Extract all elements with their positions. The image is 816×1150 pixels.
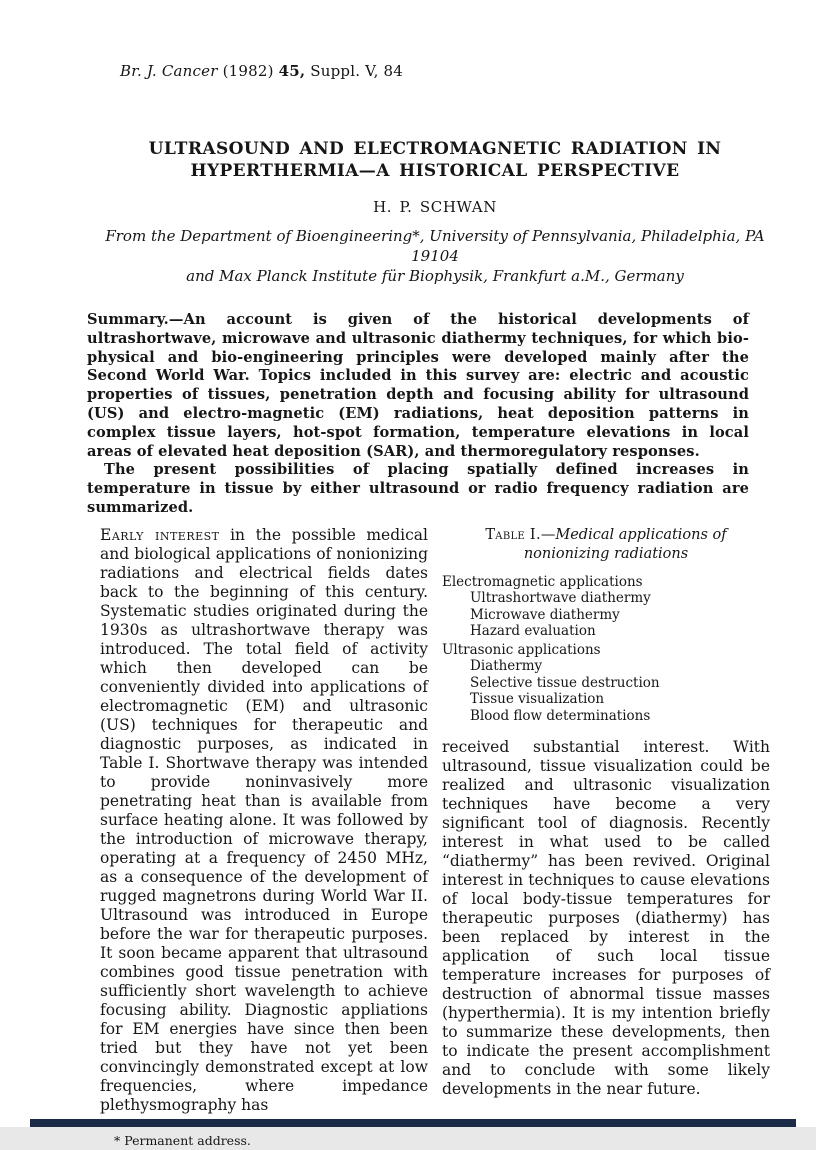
table-item: Ultrashortwave diathermy — [470, 590, 651, 607]
table-1-dash: — — [540, 526, 556, 543]
journal-issue: Suppl. V, 84 — [310, 62, 404, 80]
journal-volume: 45, — [278, 62, 306, 80]
table-1-label: Table I. — [485, 526, 541, 543]
footnote: * Permanent address. — [114, 1132, 251, 1148]
table-group-header: Electromagnetic applications — [442, 573, 643, 590]
table-1-caption — [470, 526, 742, 564]
table-group-electromagnetic — [442, 574, 770, 640]
affiliation-line2: and Max Planck Institute für Biophysik, Frankfurt a.M., Germany — [186, 267, 684, 285]
continuation-paragraph: received substantial interest. With ultrasound, tissue visualization could be realized and ultrasonic visualization techniques have become a very significant tool of diagnosis. Recently interest in what used to be called “diathermy” has been revived. Original interest in techniques to cause elevations of local body-tissue temperatures for therapeutic purposes (diathermy) has been replaced by interest in the application of such local tissue temperature increases for purposes of destruction of abnormal tissue masses (hyperthermia). It is my intention briefly to summarize these developments, then to indicate the present accomplishment and to conclude with some likely developments in the near future. — [442, 738, 770, 1099]
intro-lead-smallcaps: Early interest — [100, 525, 220, 544]
paper-title-line1: ULTRASOUND AND ELECTROMAGNETIC RADIATION IN — [148, 139, 722, 159]
paper-title-line2: HYPERTHERMIA—A HISTORICAL PERSPECTIVE — [190, 161, 680, 181]
table-item: Blood flow determinations — [470, 707, 651, 724]
table-item: Diathermy — [470, 658, 543, 675]
table-1 — [442, 526, 770, 725]
table-item: Hazard evaluation — [470, 623, 596, 640]
table-group-header: Ultrasonic applications — [442, 641, 601, 658]
affiliation — [100, 226, 770, 286]
left-column — [100, 526, 428, 1150]
table-item: Tissue visualization — [470, 691, 605, 708]
right-column — [442, 526, 770, 1150]
table-item: Selective tissue destruction — [470, 674, 660, 691]
two-column-body — [100, 526, 770, 1150]
page-content — [87, 62, 770, 1150]
intro-paragraph — [100, 526, 428, 1115]
summary-section — [87, 311, 749, 518]
table-item: Microwave diathermy — [470, 606, 620, 623]
table-group-ultrasonic — [442, 642, 770, 725]
summary-paragraph-1: Summary.—An account is given of the historical developments of ultrashortwave, microwave and ultrasonic diathermy techniques, for which bio-physical and bio-engineering principles were developed mainly after the Second World War. Topics included in this survey are: electric and acoustic properties of tissues, penetration depth and focusing ability for ultrasound (US) and electro-magnetic (EM) radiations, heat deposition patterns in complex tissue layers, hot-spot formation, temperature elevations in local areas of elevated heat deposition (SAR), and thermoregulatory responses. — [87, 311, 749, 460]
table-1-title: Medical applications of nonionizing radiations — [523, 526, 727, 562]
journal-year: (1982) — [222, 62, 274, 80]
table-1-body — [442, 574, 770, 725]
paper-title — [100, 138, 770, 182]
journal-name: Br. J. Cancer — [120, 62, 218, 80]
intro-paragraph-text: in the possible medical and biological applications of nonionizing radiations and electrical fields dates back to the beginning of this century. Systematic studies originated during the 1930s as ultrashortwave therapy was introduced. The total field of activity which then developed can be conveniently divided into applications of electromagnetic (EM) and ultrasonic (US) techniques for therapeutic and diagnostic purposes, as indicated in Table I. Shortwave therapy was intended to provide noninvasively more penetrating heat than is available from surface heating alone. It was followed by the introduction of microwave therapy, operating at a frequency of 2450 MHz, as a consequence of the development of rugged magnetrons during World War II. Ultrasound was introduced in Europe before the war for therapeutic purposes. It soon became apparent that ultrasound combines good tissue penetration with sufficiently short wavelength to achieve focusing ability. Diagnostic appliations for EM energies have since then been tried but they have not yet been convincingly demonstrated except at low frequencies, where impedance plethysmography has — [100, 525, 428, 1114]
journal-reference — [120, 62, 770, 80]
author-name: H. P. SCHWAN — [373, 198, 497, 216]
affiliation-line1: From the Department of Bioengineering*, University of Pennsylvania, Philadelphia, PA 19104 — [105, 227, 765, 265]
scan-edge-bar — [30, 1119, 796, 1127]
summary-paragraph-2: The present possibilities of placing spatially defined increases in temperature in tissue by either ultrasound or radio frequency radiation are summarized. — [87, 461, 749, 516]
